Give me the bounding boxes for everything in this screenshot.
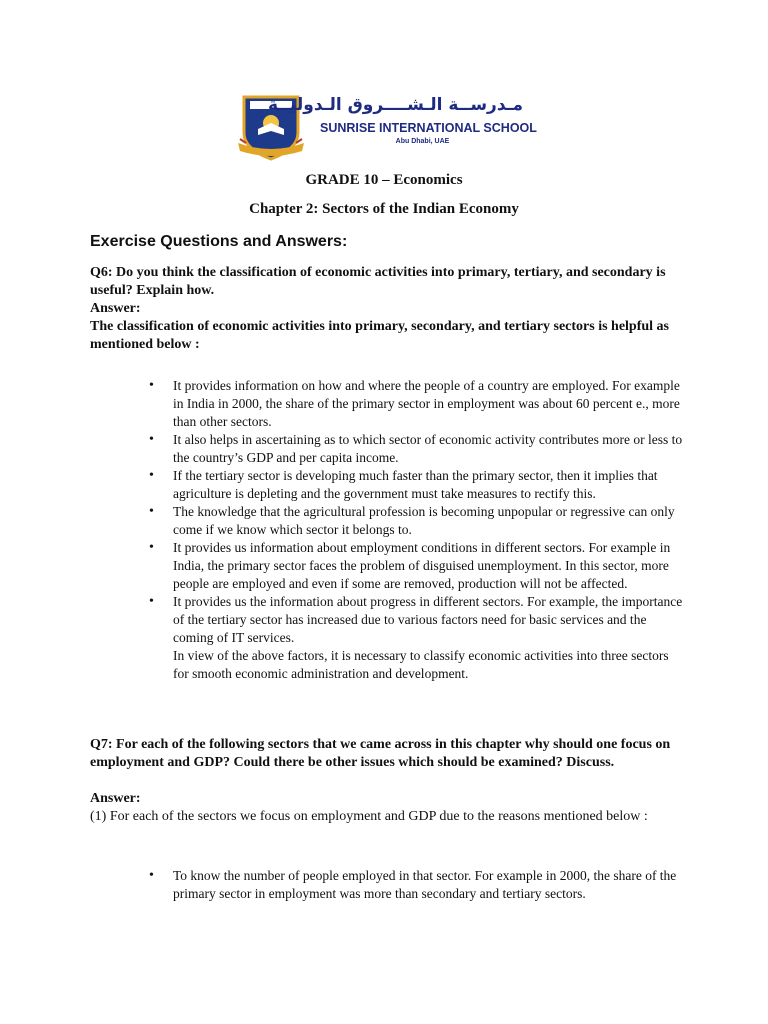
q6-question: Q6: Do you think the classification of economic activities into primary, tertiary, and secondary is useful? Explain how. xyxy=(90,265,666,298)
chapter-title: Chapter 2: Sectors of the Indian Economy xyxy=(249,201,519,217)
list-item: • If the tertiary sector is developing much faster than the primary sector, then it implies that agriculture is depleting and the government must take measures to rectify this. xyxy=(149,468,658,501)
q6-bullet-list xyxy=(149,377,683,683)
list-item: • To know the number of people employed in that sector. For example in 2000, the share of the primary sector in employment was more than secondary and tertiary sectors. xyxy=(149,868,677,901)
list-item: • It provides us information about employment conditions in different sectors. For example in India, the primary sector faces the problem of disguised unemployment. In this sector, more people are employed and even if some are removed, production will not be affected. xyxy=(149,540,671,591)
q7-answer-label: Answer: xyxy=(90,791,141,806)
list-item: • The knowledge that the agricultural profession is becoming unpopular or regressive can only come if we know which sector it belongs to. xyxy=(149,504,675,537)
bullet-icon: • xyxy=(149,378,154,393)
grade-title: GRADE 10 – Economics xyxy=(305,172,463,188)
bullet-icon: • xyxy=(149,504,154,519)
bullet-icon: • xyxy=(149,468,154,483)
school-header xyxy=(236,93,536,161)
bullet-icon: • xyxy=(149,432,154,447)
bullet-icon: • xyxy=(149,868,154,883)
school-location: Abu Dhabi, UAE xyxy=(395,138,450,145)
bullet-icon: • xyxy=(149,594,154,609)
list-item: • It also helps in ascertaining as to which sector of economic activity contributes more or less to the country’s GDP and per capita income. xyxy=(149,432,683,465)
q6-intro: The classification of economic activities into primary, secondary, and tertiary sectors is helpful as mentioned below : xyxy=(90,319,669,352)
school-name-arabic: مـدرســة الـشــــروق الـدوليــة xyxy=(268,95,523,115)
list-item: • It provides information on how and where the people of a country are employed. For example in India in 2000, the share of the primary sector in employment was about 60 percent e., more than other sectors. xyxy=(149,378,680,429)
q7-intro: (1) For each of the sectors we focus on employment and GDP due to the reasons mentioned below : xyxy=(90,809,648,824)
bullet-icon: • xyxy=(149,540,154,555)
list-item: • It provides us the information about progress in different sectors. For example, the importance of the tertiary sector has increased due to various factors need for basic services and the coming of IT services. In view of the above factors, it is necessary to classify economic activities into three sectors for smooth economic administration and development. xyxy=(149,594,683,681)
q7-bullet-list xyxy=(149,867,683,903)
school-name: SUNRISE INTERNATIONAL SCHOOL xyxy=(320,121,537,135)
q6-answer-label: Answer: xyxy=(90,301,141,316)
section-heading: Exercise Questions and Answers: xyxy=(90,233,348,250)
q6-conclusion: In view of the above factors, it is necessary to classify economic activities into three sectors for smooth economic administration and development. xyxy=(173,648,669,681)
q7-question: Q7: For each of the following sectors that we came across in this chapter why should one focus on employment and GDP? Could there be other issues which should be examined? Discuss. xyxy=(90,737,671,770)
